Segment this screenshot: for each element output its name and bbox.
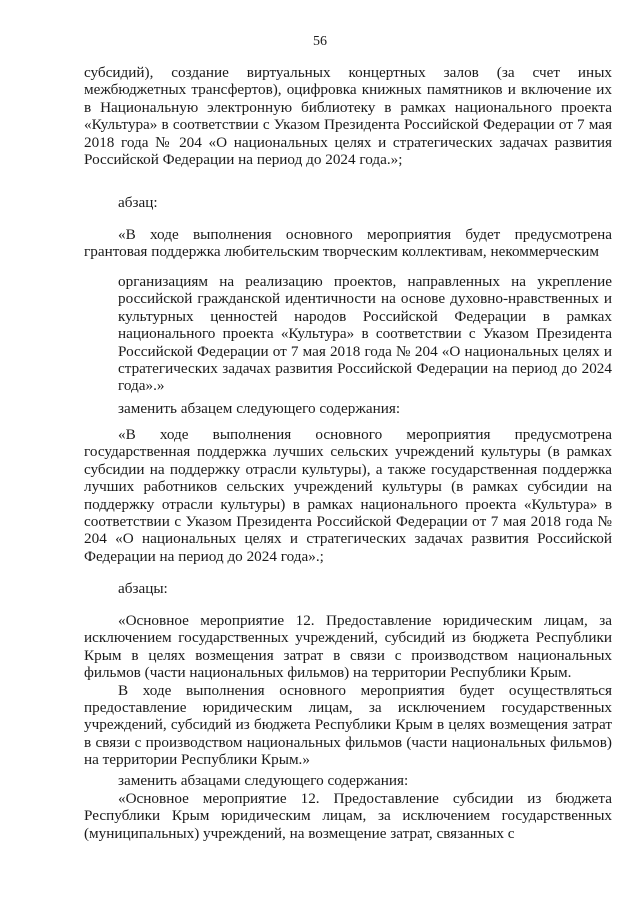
label-abzac <box>118 194 598 211</box>
paragraphs-old-measure-12 <box>84 612 612 769</box>
page-number: 56 <box>313 34 327 49</box>
label-text: заменить абзацем следующего содержания: <box>118 400 401 417</box>
paragraph: «В ходе выполнения основного мероприятия будет предусмотрена грантовая поддержка любительским творческим коллективам, некоммерческим <box>84 226 612 261</box>
paragraph-new-text <box>84 426 612 565</box>
paragraph-old-text-start <box>84 226 612 261</box>
label-abzacy <box>118 580 598 597</box>
paragraph: «В ходе выполнения основного мероприятия предусмотрена государственная поддержка лучших сельских учреждений культуры (в рамках субсидии на поддержку отрасли культуры), а также государственная поддержка лучших работников сельских учреждений культуры (в рамках субсидии на поддержку отрасли культуры) в рамках национального проекта «Культура» в соответствии с Указом Президента Российской Федерации от 7 мая 2018 года № 204 «О национальных целях и стратегических задачах развития Российской Федерации на период до 2024 года».; <box>84 426 612 565</box>
label-text: заменить абзацами следующего содержания: <box>118 772 409 789</box>
paragraph: В ходе выполнения основного мероприятия будет осуществляться предоставление юридическим лицам, за исключением государственных учреждений, субсидий из бюджета Республики Крым в целях возмещения затрат в связи с производством национальных фильмов (части национальных фильмов) на территории Республики Крым.» <box>84 681 612 769</box>
paragraph-old-text-end <box>118 273 612 395</box>
label-replace-1 <box>118 400 598 417</box>
label-replace-2 <box>118 772 598 789</box>
paragraph: «Основное мероприятие 12. Предоставление субсидии из бюджета Республики Крым юридическим лицам, за исключением государственных (муниципальных) учреждений, на возмещение затрат, связанных с <box>84 790 612 842</box>
label-text: абзац: <box>118 194 158 211</box>
paragraph-new-measure-12 <box>84 790 612 842</box>
paragraph: «Основное мероприятие 12. Предоставление юридическим лицам, за исключением государственных учреждений, субсидий из бюджета Республики Крым в целях возмещения затрат в связи с производством национальных фильмов (части национальных фильмов) на территории Республики Крым. <box>84 612 612 682</box>
paragraph-intro-continuation <box>84 64 612 168</box>
paragraph: организациям на реализацию проектов, направленных на укрепление российской гражданской идентичности на основе духовно-нравственных и культурных ценностей народов Российской Федерации в рамках национального проекта «Культура» в соответствии с Указом Президента Российской Федерации от 7 мая 2018 года № 204 «О национальных целях и стратегических задачах развития Российской Федерации на период до 2024 года».» <box>118 273 612 395</box>
label-text: абзацы: <box>118 580 168 597</box>
paragraph: субсидий), создание виртуальных концертных залов (за счет иных межбюджетных трансфертов), оцифровка книжных памятников и включение их в Национальную электронную библиотеку в рамках национального проекта «Культура» в соответствии с Указом Президента Российской Федерации от 7 мая 2018 года № 204 «О национальных целях и стратегических задачах развития Российской Федерации на период до 2024 года.»; <box>84 64 612 169</box>
